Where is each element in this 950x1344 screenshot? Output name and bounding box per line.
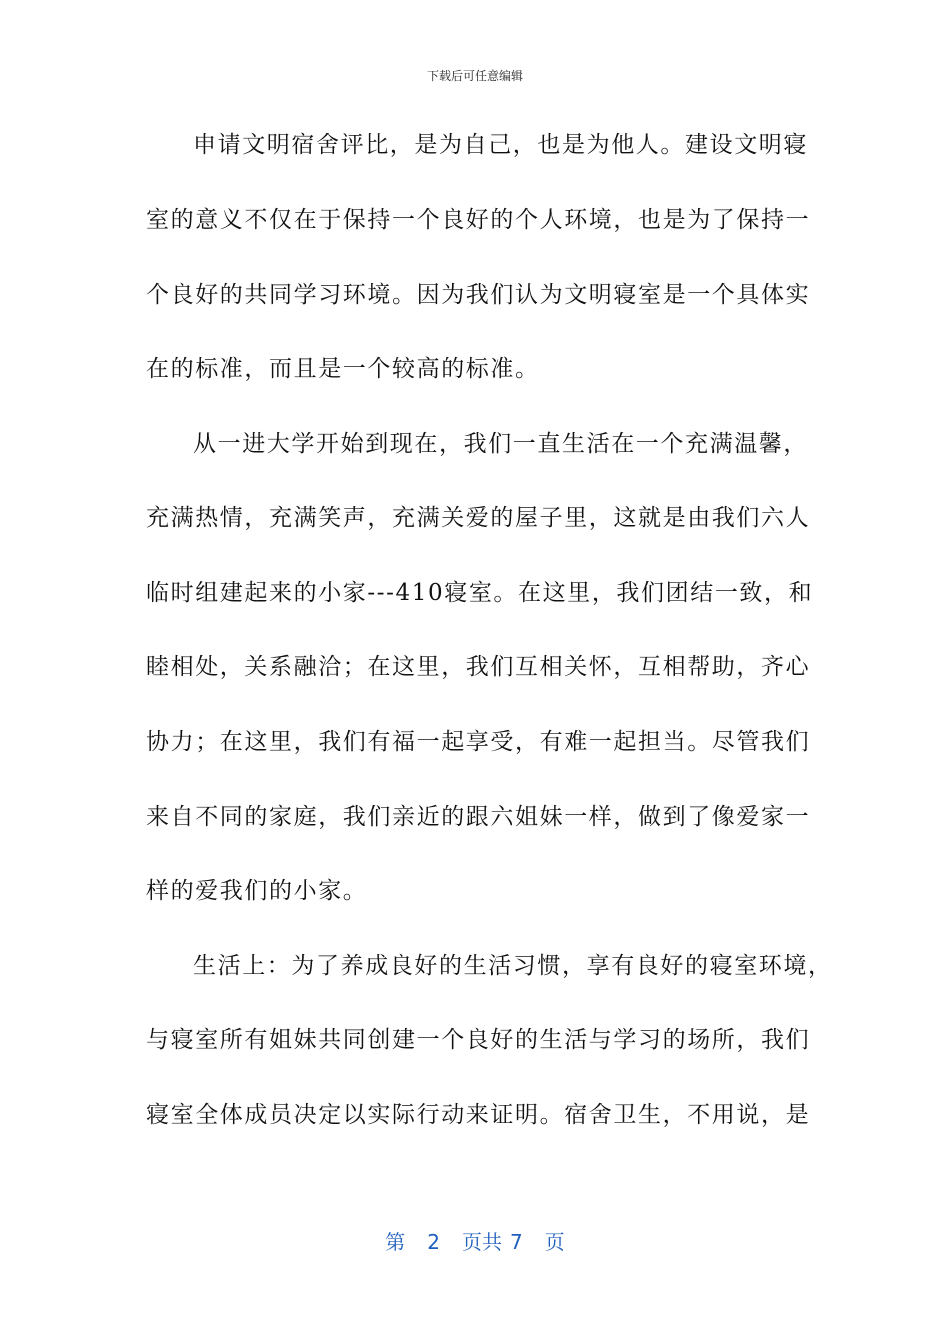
text-line: 协力；在这里，我们有福一起享受，有难一起担当。尽管我们 bbox=[146, 729, 811, 755]
text-line: 室的意义不仅在于保持一个良好的个人环境，也是为了保持一 bbox=[146, 207, 811, 233]
text-line: 寝室全体成员决定以实际行动来证明。宿舍卫生，不用说，是 bbox=[146, 1102, 811, 1128]
footer-page-number: 2 bbox=[427, 1230, 440, 1254]
text-line: 个良好的共同学习环境。因为我们认为文明寝室是一个具体实 bbox=[146, 282, 811, 308]
text-line: 生活上：为了养成良好的生活习惯，享有良好的寝室环境， bbox=[193, 953, 833, 979]
text-line: 来自不同的家庭，我们亲近的跟六姐妹一样，做到了像爱家一 bbox=[146, 804, 811, 830]
text-line: 在的标准，而且是一个较高的标准。 bbox=[146, 356, 540, 382]
text-line: 申请文明宿舍评比，是为自己，也是为他人。建设文明寝 bbox=[193, 132, 808, 158]
page-footer bbox=[0, 1226, 950, 1255]
text-line: 充满热情，充满笑声，充满关爱的屋子里，这就是由我们六人 bbox=[146, 505, 811, 531]
footer-prefix: 第 bbox=[385, 1230, 406, 1254]
text-line: 样的爱我们的小家。 bbox=[146, 878, 368, 904]
footer-suffix: 页 bbox=[544, 1230, 565, 1254]
header-note: 下载后可任意编辑 bbox=[426, 69, 523, 83]
footer-total-pages: 7 bbox=[510, 1230, 523, 1254]
text-line: 与寝室所有姐妹共同创建一个良好的生活与学习的场所，我们 bbox=[146, 1027, 811, 1053]
text-line: 临时组建起来的小家---410寝室。在这里，我们团结一致，和 bbox=[146, 580, 814, 606]
footer-middle: 页共 bbox=[462, 1230, 502, 1254]
text-line: 从一进大学开始到现在，我们一直生活在一个充满温馨， bbox=[193, 431, 808, 457]
text-line: 睦相处，关系融洽；在这里，我们互相关怀，互相帮助，齐心 bbox=[146, 654, 811, 680]
